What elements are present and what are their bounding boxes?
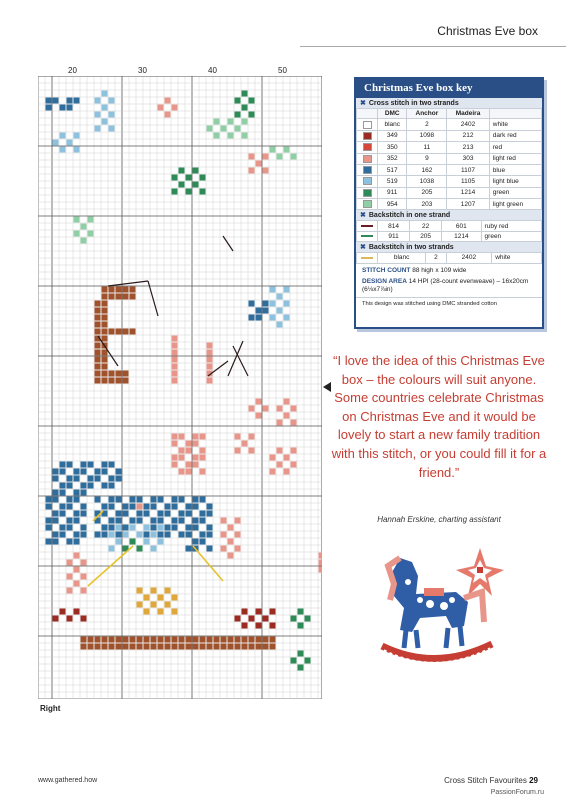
key-cell-madeira: 212	[447, 130, 489, 141]
key-row	[357, 221, 542, 231]
key-cell-dmc: 911	[378, 187, 407, 198]
header-rule	[300, 46, 566, 47]
stitch-symbol-icon	[363, 132, 372, 140]
key-cell-name: light red	[489, 153, 541, 164]
key-cell-name: light blue	[489, 176, 541, 187]
key-row	[357, 187, 542, 198]
pull-quote: “I love the idea of this Christmas Eve box – the colours will suit anyone. Some countries celebrate Christmas on Christmas Eve and it would be lovely to start a new family tradition with this stitch, or you could fill it for a friend.”	[331, 353, 547, 480]
cross-icon: ✖	[360, 244, 366, 252]
key-cell-madeira: 213	[447, 142, 489, 153]
col-dmc: DMC	[378, 109, 407, 119]
key-cell-name: dark red	[489, 130, 541, 141]
key-cell-madeira: 2402	[446, 253, 492, 263]
key-cell-dmc: 517	[378, 164, 407, 175]
column-number-20: 20	[68, 66, 77, 75]
stitch-symbol-icon	[363, 166, 372, 174]
column-number-40: 40	[208, 66, 217, 75]
star-ornament-icon	[456, 548, 504, 596]
key-cell-name: green	[481, 231, 541, 241]
key-row	[357, 231, 542, 241]
key-row	[357, 176, 542, 187]
col-anchor: Anchor	[407, 109, 447, 119]
key-cell-name: red	[489, 142, 541, 153]
key-cell-anchor: 2	[407, 119, 447, 130]
col-madeira: Madeira	[447, 109, 489, 119]
stitch-symbol-icon	[363, 155, 372, 163]
key-cell-madeira: 1207	[447, 199, 489, 210]
key-cell-dmc: 352	[378, 153, 407, 164]
stitch-symbol-icon	[363, 200, 372, 208]
page-section-title: Christmas Eve box	[437, 24, 538, 38]
footer-website: www.gathered.how	[38, 777, 98, 784]
quote-attribution: Hannah Erskine, charting assistant	[377, 515, 501, 524]
key-cell-madeira: 1214	[447, 187, 489, 198]
key-cell-anchor: 11	[407, 142, 447, 153]
key-cell-anchor: 22	[410, 221, 442, 231]
key-cell-dmc: blanc	[378, 253, 426, 263]
key-row	[357, 130, 542, 141]
key-cell-anchor: 1038	[407, 176, 447, 187]
key-cell-name: green	[489, 187, 541, 198]
backstitch-line-icon	[361, 235, 373, 237]
key-cell-name: ruby red	[481, 221, 541, 231]
stitch-symbol-icon	[363, 143, 372, 151]
key-cell-anchor: 205	[410, 231, 442, 241]
rocking-horse-photo	[360, 536, 510, 686]
thread-key-panel	[354, 77, 544, 329]
backstitch-one-heading: ✖ Backstitch in one strand	[356, 210, 542, 220]
stitch-symbol-icon	[363, 189, 372, 197]
key-cell-dmc: 954	[378, 199, 407, 210]
key-row	[357, 119, 542, 130]
key-cell-dmc: 814	[378, 221, 410, 231]
key-row	[357, 164, 542, 175]
key-cell-madeira: 1214	[442, 231, 481, 241]
key-row	[357, 199, 542, 210]
cross-stitch-chart	[38, 76, 322, 699]
footer-watermark: PassionForum.ru	[490, 789, 544, 796]
backstitch-line-icon	[361, 225, 373, 227]
key-cell-name: blue	[489, 164, 541, 175]
key-cell-anchor: 9	[407, 153, 447, 164]
key-cell-dmc: blanc	[378, 119, 407, 130]
key-cell-madeira: 2402	[447, 119, 489, 130]
cross-stitch-heading: ✖ Cross stitch in two strands	[356, 98, 542, 108]
cross-stitch-table	[356, 108, 542, 210]
key-note: This design was stitched using DMC stranded cotton	[356, 297, 542, 310]
key-cell-dmc: 349	[378, 130, 407, 141]
key-title: Christmas Eve box key	[356, 79, 542, 98]
column-number-30: 30	[138, 66, 147, 75]
key-cell-madeira: 1107	[447, 164, 489, 175]
footer-magazine: Cross Stitch Favourites 29	[444, 776, 538, 785]
key-row	[357, 153, 542, 164]
stitch-count: STITCH COUNT 88 high x 109 wide	[362, 266, 467, 274]
cross-icon: ✖	[360, 212, 366, 220]
backstitch-line-icon	[361, 257, 373, 259]
key-cell-name: white	[492, 253, 542, 263]
backstitch-two-heading: ✖ Backstitch in two strands	[356, 242, 542, 252]
key-cell-anchor: 2	[426, 253, 446, 263]
key-header-row	[357, 109, 542, 119]
stitch-symbol-icon	[363, 177, 372, 185]
key-cell-anchor: 162	[407, 164, 447, 175]
key-cell-madeira: 303	[447, 153, 489, 164]
design-area: DESIGN AREA 14 HPI (28-count evenweave) – 16x20cm (6⅛x7⅞in)	[362, 277, 529, 293]
backstitch-two-table	[356, 252, 542, 263]
key-cell-anchor: 205	[407, 187, 447, 198]
key-cell-dmc: 519	[378, 176, 407, 187]
column-number-50: 50	[278, 66, 287, 75]
key-cell-madeira: 1105	[447, 176, 489, 187]
key-cell-dmc: 911	[378, 231, 410, 241]
stitch-symbol-icon	[363, 121, 372, 129]
chart-position-label: Right	[40, 704, 61, 713]
key-row	[357, 253, 542, 263]
key-cell-anchor: 1098	[407, 130, 447, 141]
key-cell-dmc: 350	[378, 142, 407, 153]
key-row	[357, 142, 542, 153]
key-cell-anchor: 203	[407, 199, 447, 210]
cross-icon: ✖	[360, 100, 366, 107]
key-cell-madeira: 601	[442, 221, 481, 231]
backstitch-one-table	[356, 220, 542, 242]
key-cell-name: light green	[489, 199, 541, 210]
key-cell-name: white	[489, 119, 541, 130]
